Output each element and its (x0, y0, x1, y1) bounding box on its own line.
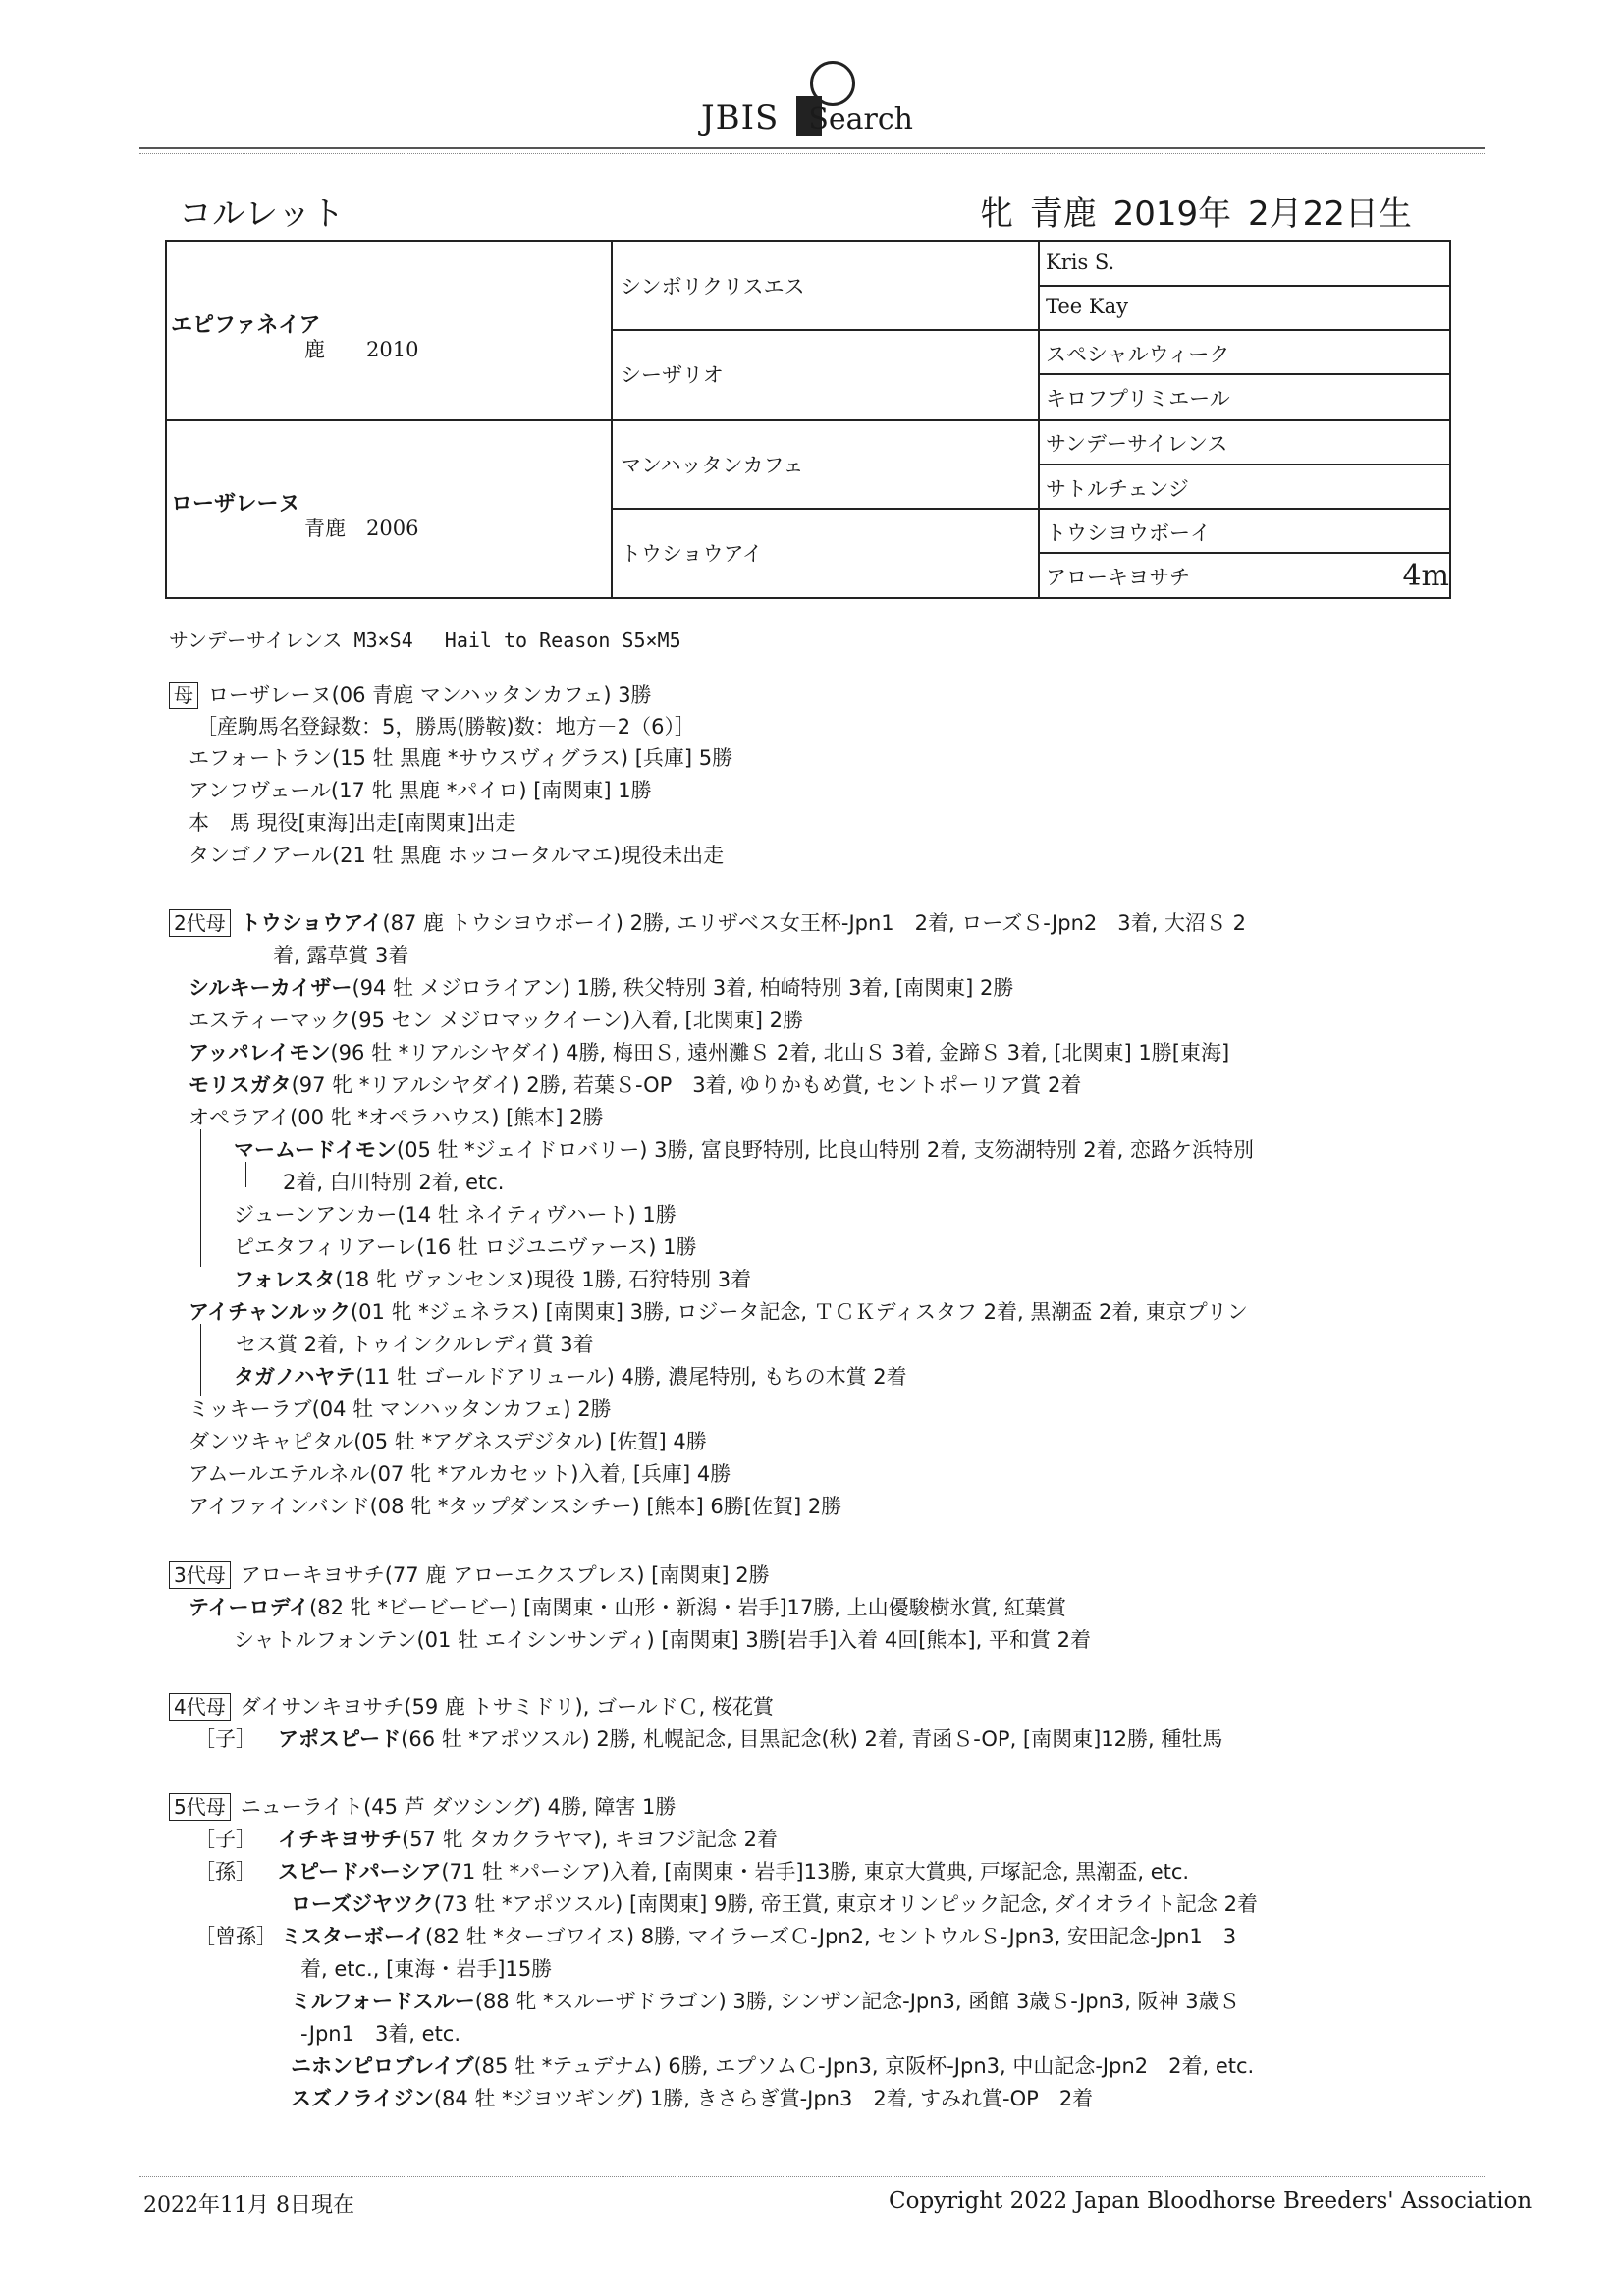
inbreeding-line: サンデーサイレンス M3×S4 Hail to Reason S5×M5 (169, 629, 681, 652)
horse-record: (05 牡 *ジェイドロバリー) 3勝, 富良野特別, 比良山特別 2着, 支笏湖特別 2着, 恋路ケ浜特別 (396, 1138, 1254, 1162)
horse-record: (97 牝 *リアルシヤダイ) 2勝, 若葉Ｓ-OP 3着, ゆりかもめ賞, セントポーリア賞 2着 (291, 1073, 1082, 1097)
horse-name: ミルフォードスルー (291, 1990, 475, 2013)
list-item: シャトルフォンテン(01 牡 エイシンサンディ) [南関東] 3勝[岩手]入着 4回[熊本], 平和賞 2着 (234, 1628, 1091, 1652)
list-item: タンゴノアール(21 牡 黒鹿 ホッコータルマエ)現役未出走 (189, 844, 725, 867)
lineage-bar (200, 1129, 201, 1267)
horse-record: (71 牡 *パーシア)入着, [南関東・岩手]13勝, 東京大賞典, 戸塚記念, 黒潮盃, etc. (441, 1860, 1190, 1884)
list-item (291, 2083, 1093, 2112)
horse-name: ミスターボーイ (281, 1925, 425, 1948)
list-item: ミッキーラブ(04 牡 マンハッタンカフェ) 2勝 (189, 1397, 612, 1421)
inbreeding-code: 4m (1402, 559, 1449, 593)
list-item: アイファインバンド(08 牝 *タップダンスシチー) [熊本] 6勝[佐賀] 2勝 (189, 1495, 842, 1518)
horse-info: 牝 青鹿 2019年 2月22日生 (980, 194, 1412, 234)
dam-summary: ローザレーヌ(06 青鹿 マンハッタンカフェ) 3勝 (208, 683, 652, 707)
list-item: セス賞 2着, トゥインクルレディ賞 3着 (236, 1333, 594, 1356)
list-item (234, 1264, 751, 1293)
horse-name: トウショウアイ (240, 911, 383, 935)
horse-name: モリスガタ (189, 1073, 292, 1097)
g3-heading (169, 1559, 770, 1589)
horse-record: (96 牡 *リアルシヤダイ) 4勝, 梅田Ｓ, 遠州灘Ｓ 2着, 北山Ｓ 3着, 金蹄Ｓ 3着, [北関東] 1勝[東海] (330, 1041, 1230, 1065)
horse-record: (66 牡 *アポツスル) 2勝, 札幌記念, 目黒記念(秋) 2着, 青函Ｓ-OP, [南関東]12勝, 種牡馬 (401, 1727, 1223, 1751)
list-item: アンフヴェール(17 牝 黒鹿 *パイロ) [南関東] 1勝 (189, 779, 652, 802)
dam-offspring-stats: ［産駒馬名登録数：5，勝馬(勝鞍)数：地方－2（6）］ (196, 715, 695, 738)
section-label: 母 (169, 682, 198, 709)
horse-name: アポスピード (278, 1727, 402, 1751)
divider (611, 508, 1449, 510)
list-item (194, 1824, 778, 1853)
horse-record: (88 牝 *スルーザドラゴン) 3勝, シンザン記念-Jpn3, 函館 3歳Ｓ-Jpn3, 阪神 3歳Ｓ (474, 1990, 1240, 2013)
copyright: Copyright 2022 Japan Bloodhorse Breeders' Association (889, 2188, 1533, 2214)
logo-sub: Search (808, 102, 913, 137)
list-item (189, 1296, 1248, 1326)
pedigree-table (165, 240, 1451, 599)
divider (1038, 373, 1449, 375)
divider (167, 419, 1449, 421)
list-item: オペラアイ(00 牝 *オペラハウス) [熊本] 2勝 (189, 1106, 604, 1129)
horse-name: タガノハヤテ (234, 1365, 356, 1389)
horse-name: コルレット (179, 194, 345, 234)
g5-heading (169, 1791, 676, 1821)
lineage-bar (200, 1324, 201, 1396)
gen3-ancestor: Tee Kay (1046, 295, 1128, 318)
horse-name: アイチャンルック (189, 1300, 351, 1324)
section-label: 5代母 (169, 1793, 231, 1821)
divider (1038, 464, 1449, 465)
list-item: エフォートラン(15 牡 黒鹿 *サウスヴィグラス) [兵庫] 5勝 (189, 746, 733, 770)
gen3-ancestor: トウシヨウボーイ (1046, 521, 1211, 545)
g2-heading (169, 907, 1246, 937)
footer-rule (139, 2176, 1485, 2177)
gen2-dam-dam: トウショウアイ (621, 542, 763, 566)
gen2-sire-dam: シーザリオ (621, 363, 724, 387)
list-item (194, 1723, 1222, 1753)
dam-heading (169, 680, 652, 709)
dam-name: ローザレーヌ (171, 492, 300, 517)
logo-text: JBIS (701, 98, 780, 137)
dam-info: 青鹿 2006 (304, 517, 419, 540)
list-item (234, 1361, 907, 1391)
sire-info: 鹿 2010 (304, 338, 419, 361)
horse-record: (82 牝 *ビービービー) [南関東・山形・新潟・岩手]17勝, 上山優駿樹氷賞, 紅葉賞 (309, 1596, 1066, 1619)
list-item (291, 1986, 1240, 2015)
horse-record: (57 牝 タカクラヤマ), キヨフジ記念 2着 (402, 1828, 779, 1851)
horse-record: (82 牡 *ターゴワイス) 8勝, マイラーズＣ-Jpn2, セントウルＳ-Jpn3, 安田記念-Jpn1 3 (425, 1925, 1237, 1948)
header-rule (139, 147, 1485, 149)
horse-record: (01 牝 *ジェネラス) [南関東] 3勝, ロジータ記念, ＴＣＫディスタフ 2着, 黒潮盃 2着, 東京プリン (350, 1300, 1248, 1324)
horse-name: アッパレイモン (189, 1041, 331, 1065)
as-of-date: 2022年11月 8日現在 (143, 2193, 354, 2217)
header-rule-dotted (139, 153, 1485, 154)
horse-name: ローズジヤツク (291, 1892, 434, 1916)
horse-record: (73 牡 *アポツスル) [南関東] 9勝, 帝王賞, 東京オリンピック記念, ダイオライト記念 2着 (433, 1892, 1258, 1916)
horse-name: テイーロデイ (189, 1596, 310, 1619)
gen3-ancestor: アローキヨサチ (1046, 566, 1190, 589)
list-item: -Jpn1 3着, etc. (300, 2022, 461, 2046)
relation-tag: ［子］ (194, 1727, 256, 1751)
section-label: 2代母 (169, 909, 231, 937)
horse-name: マームードイモン (234, 1138, 397, 1162)
list-item: 着, 露草賞 3着 (273, 944, 409, 967)
horse-name: スピードパーシア (278, 1860, 442, 1884)
horse-record: (84 牡 *ジヨツギング) 1勝, きさらぎ賞-Jpn3 2着, すみれ賞-OP 2着 (433, 2087, 1094, 2110)
lineage-bar (245, 1162, 246, 1187)
list-item: 着, etc., [東海・岩手]15勝 (300, 1957, 553, 1981)
horse-name: イチキヨサチ (278, 1828, 402, 1851)
divider (611, 329, 1449, 331)
sire-name: エピファネイア (171, 313, 321, 338)
relation-tag: ［孫］ (194, 1860, 256, 1884)
relation-tag: ［曾孫］ (194, 1925, 277, 1948)
gen3-ancestor: スペシャルウィーク (1046, 343, 1230, 366)
horse-record: (11 牡 ゴールドアリュール) 4勝, 濃尾特別, もちの木賞 2着 (355, 1365, 907, 1389)
list-item: 2着, 白川特別 2着, etc. (283, 1171, 505, 1194)
horse-name: シルキーカイザー (189, 976, 352, 1000)
list-item (189, 1069, 1081, 1099)
horse-record: (87 鹿 トウシヨウボーイ) 2勝, エリザベス女王杯-Jpn1 2着, ローズＳ-Jpn2 3着, 大沼Ｓ 2 (382, 911, 1246, 935)
list-item (234, 1134, 1254, 1164)
gen2-sire-sire: シンボリクリスエス (621, 275, 805, 299)
list-item (291, 1888, 1258, 1918)
gen3-ancestor: キロフプリミエール (1046, 387, 1230, 410)
horse-name: スズノライジン (291, 2087, 434, 2110)
divider (1038, 285, 1449, 287)
relation-tag: ［子］ (194, 1828, 256, 1851)
list-item: 本 馬 現役[東海]出走[南関東]出走 (189, 811, 516, 835)
horse-name: ニホンピロブレイブ (291, 2054, 474, 2078)
horse-record: (94 牡 メジロライアン) 1勝, 秩父特別 3着, 柏崎特別 3着, [南関東] 2勝 (352, 976, 1014, 1000)
horse-name: フォレスタ (234, 1268, 336, 1291)
list-item: ピエタフィリアーレ(16 牡 ロジユニヴァース) 1勝 (234, 1235, 697, 1259)
list-item (194, 1856, 1189, 1886)
gen3-ancestor: サンデーサイレンス (1046, 432, 1228, 456)
horse-record: ダイサンキヨサチ(59 鹿 トサミドリ), ゴールドＣ, 桜花賞 (240, 1695, 775, 1719)
horse-record: (18 牝 ヴァンセンヌ)現役 1勝, 石狩特別 3着 (335, 1268, 752, 1291)
gen2-dam-sire: マンハッタンカフェ (621, 454, 804, 477)
jbis-logo (701, 98, 913, 137)
list-item: エスティーマック(95 セン メジロマックイーン)入着, [北関東] 2勝 (189, 1009, 803, 1032)
section-label: 4代母 (169, 1693, 231, 1721)
horse-record: ニューライト(45 芦 ダツシング) 4勝, 障害 1勝 (240, 1795, 677, 1819)
g4-heading (169, 1691, 774, 1721)
gen3-ancestor: サトルチェンジ (1046, 477, 1189, 501)
list-item: アムールエテルネル(07 牝 *アルカセット)入着, [兵庫] 4勝 (189, 1462, 731, 1486)
section-label: 3代母 (169, 1561, 231, 1589)
list-item (291, 2050, 1254, 2080)
list-item (189, 1592, 1066, 1621)
horse-record: (85 牡 *テュデナム) 6勝, エプソムＣ-Jpn3, 京阪杯-Jpn3, 中山記念-Jpn2 2着, etc. (473, 2054, 1255, 2078)
list-item (189, 1037, 1229, 1066)
divider (1038, 552, 1449, 554)
list-item: ジューンアンカー(14 牡 ネイティヴハート) 1勝 (234, 1203, 677, 1227)
list-item (194, 1921, 1236, 1950)
gen3-ancestor: Kris S. (1046, 250, 1115, 274)
list-item (189, 972, 1013, 1002)
list-item: ダンツキャピタル(05 牡 *アグネスデジタル) [佐賀] 4勝 (189, 1430, 707, 1453)
horse-record: アローキヨサチ(77 鹿 アローエクスプレス) [南関東] 2勝 (240, 1563, 770, 1587)
